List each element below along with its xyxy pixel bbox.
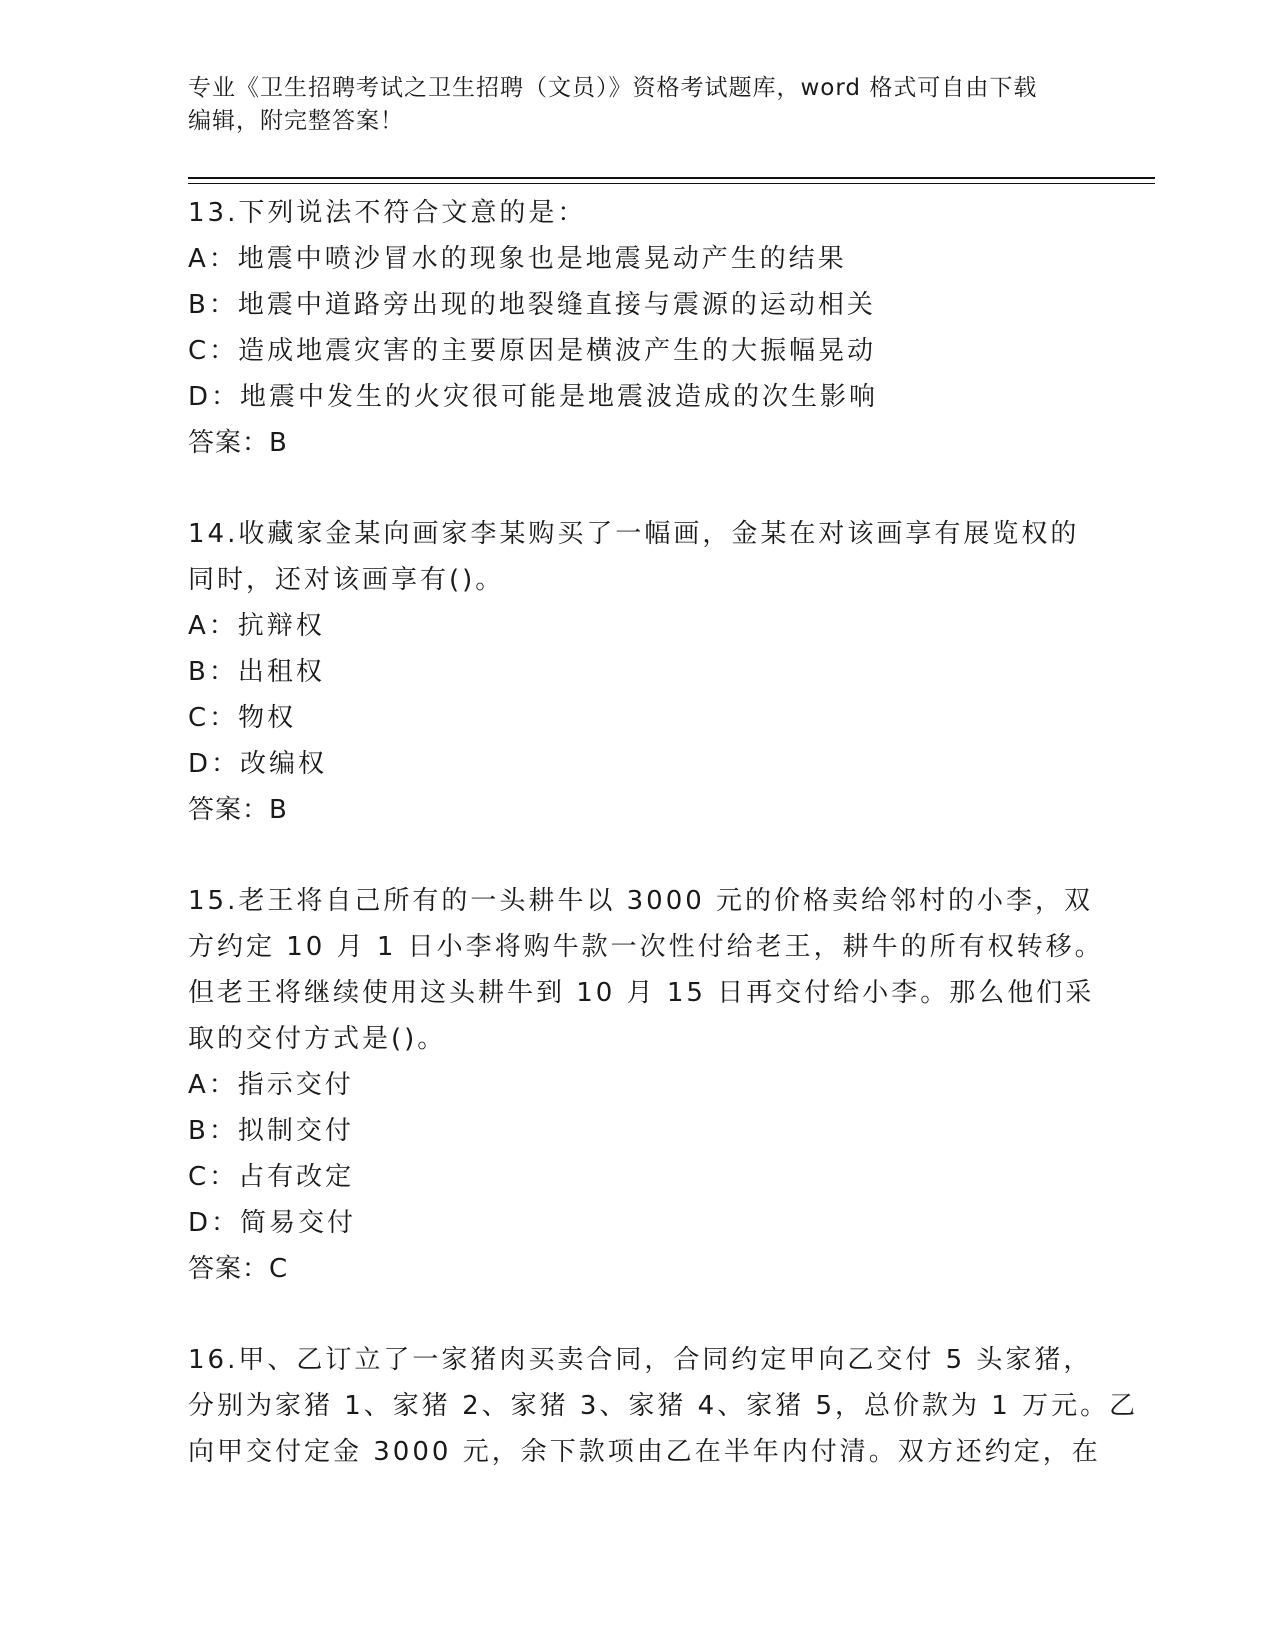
header-line-1: 专业《卫生招聘考试之卫生招聘（文员）》资格考试题库，word 格式可自由下载 <box>188 75 1038 101</box>
option-a: A：抗辩权 <box>188 611 325 641</box>
option-b: B：拟制交付 <box>188 1116 354 1146</box>
option-c: C：物权 <box>188 703 297 733</box>
document-header <box>188 72 1068 138</box>
option-a: A：指示交付 <box>188 1070 354 1100</box>
question-stem-continued: 分别为家猪 1、家猪 2、家猪 3、家猪 4、家猪 5，总价款为 1 万元。乙 <box>188 1391 1139 1421</box>
header-divider-thin <box>188 183 1155 184</box>
question-stem: 13.下列说法不符合文意的是： <box>188 198 587 228</box>
question-15 <box>188 878 1104 1292</box>
question-13 <box>188 190 1088 466</box>
header-divider-thick <box>188 177 1155 179</box>
question-list <box>188 190 1139 1475</box>
question-14 <box>188 511 1088 833</box>
answer: 答案：C <box>188 1254 289 1284</box>
question-stem: 16.甲、乙订立了一家猪肉买卖合同，合同约定甲向乙交付 5 头家猪， <box>188 1345 1093 1375</box>
option-c: C：造成地震灾害的主要原因是横波产生的大振幅晃动 <box>188 336 877 366</box>
question-stem-continued: 取的交付方式是()。 <box>188 1024 447 1054</box>
option-d: D：简易交付 <box>188 1208 357 1238</box>
question-16 <box>188 1337 1139 1475</box>
question-stem: 14.收藏家金某向画家李某购买了一幅画，金某在对该画享有展览权的 <box>188 519 1080 549</box>
answer: 答案：B <box>188 795 288 825</box>
question-stem: 15.老王将自己所有的一头耕牛以 3000 元的价格卖给邻村的小李，双 <box>188 886 1094 916</box>
answer: 答案：B <box>188 428 288 458</box>
option-b: B：出租权 <box>188 657 325 687</box>
option-d: D：地震中发生的火灾很可能是地震波造成的次生影响 <box>188 382 879 412</box>
option-a: A：地震中喷沙冒水的现象也是地震晃动产生的结果 <box>188 244 847 274</box>
option-d: D：改编权 <box>188 749 328 779</box>
option-c: C：占有改定 <box>188 1162 355 1192</box>
question-stem-continued: 方约定 10 月 1 日小李将购牛款一次性付给老王，耕牛的所有权转移。 <box>188 932 1104 962</box>
header-line-2: 编辑，附完整答案！ <box>188 108 404 134</box>
question-stem-continued: 向甲交付定金 3000 元，余下款项由乙在半年内付清。双方还约定，在 <box>188 1437 1101 1467</box>
question-stem-continued: 同时，还对该画享有()。 <box>188 565 505 595</box>
question-stem-continued: 但老王将继续使用这头耕牛到 10 月 15 日再交付给小李。那么他们采 <box>188 978 1095 1008</box>
option-b: B：地震中道路旁出现的地裂缝直接与震源的运动相关 <box>188 290 876 320</box>
